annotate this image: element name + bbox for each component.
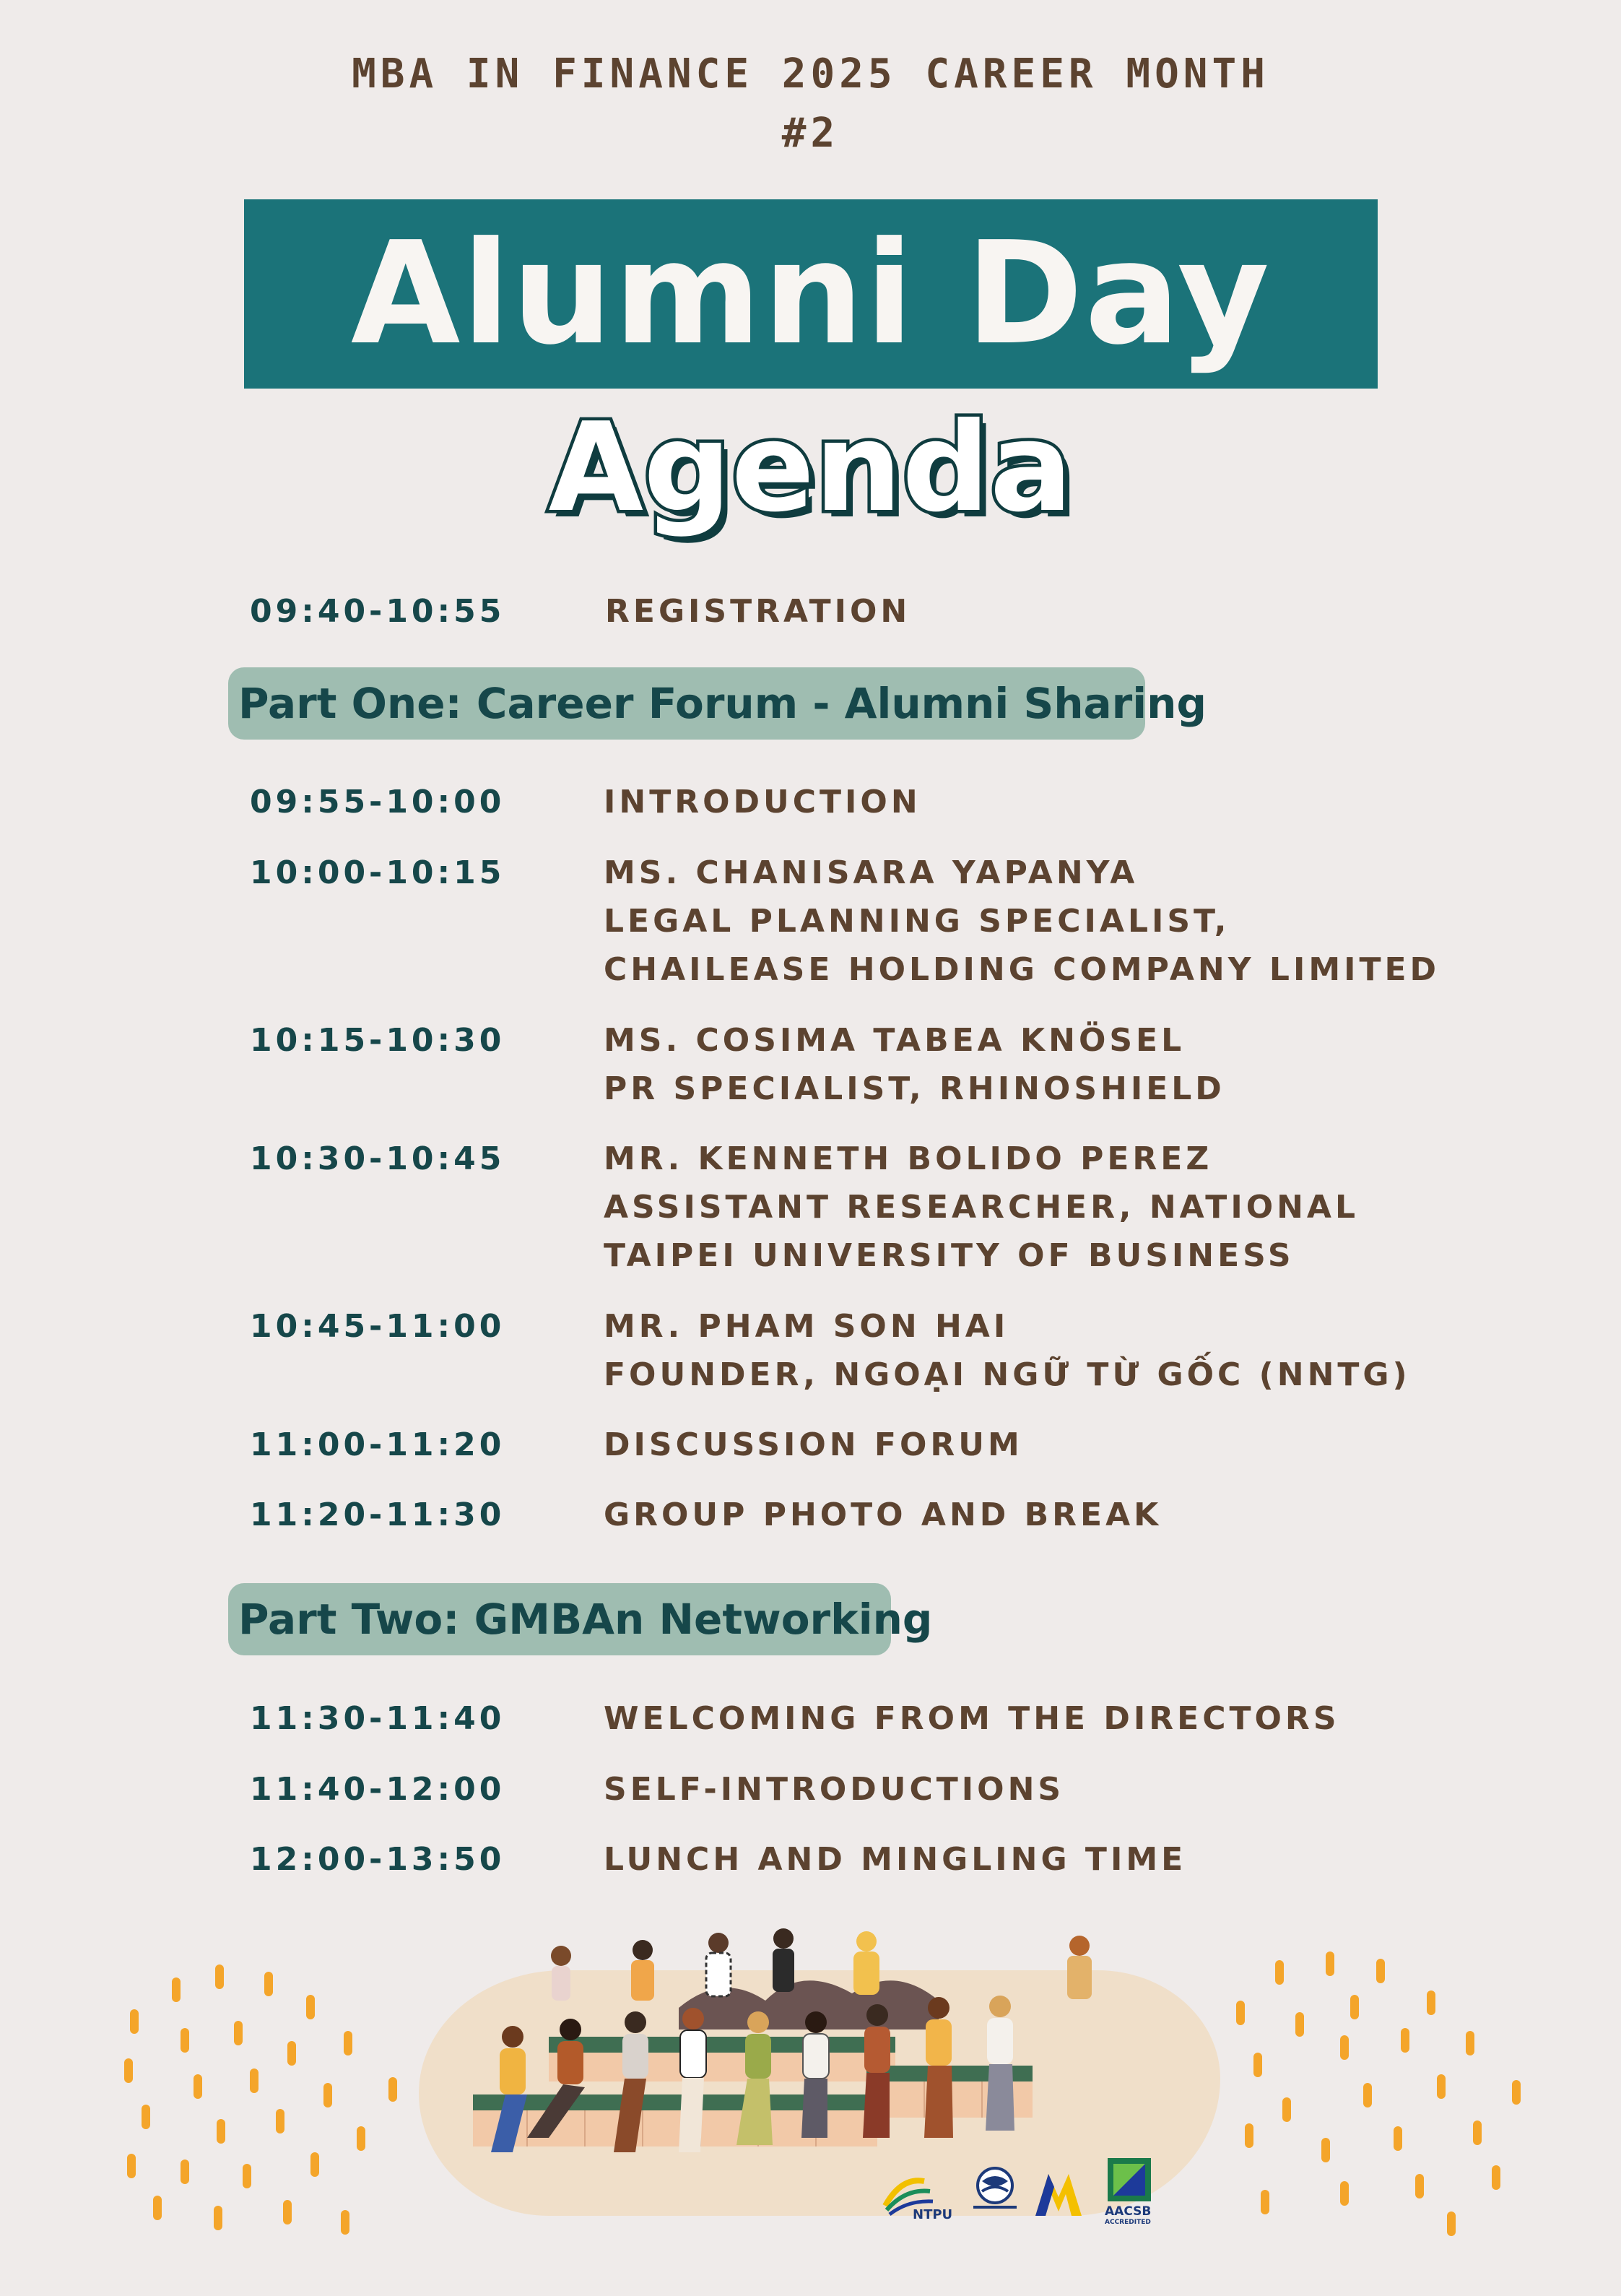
agenda-desc-line: SELF-INTRODUCTIONS [604,1771,1065,1808]
dash-decoration [153,2196,162,2220]
dash-decoration [1512,2080,1521,2105]
event-title-line1: MBA IN FINANCE 2025 CAREER MONTH [352,51,1269,98]
agenda-desc-line: MS. CHANISARA YAPANYA [604,854,1139,891]
dash-decoration [243,2164,251,2188]
agenda-desc-line: TAIPEI UNIVERSITY OF BUSINESS [604,1237,1295,1274]
agenda-time: 10:30-10:45 [250,1140,505,1177]
dash-decoration [264,1972,273,1996]
agenda-time: 10:45-11:00 [250,1308,505,1345]
dash-decoration [344,2031,352,2055]
dash-decoration [1282,2097,1291,2122]
dash-decoration [1340,2181,1349,2206]
dash-decoration [217,2119,225,2144]
aacsb-accredited-text: ACCREDITED [1105,2219,1151,2226]
agenda-time: 11:00-11:20 [250,1426,505,1463]
agenda-time: 09:55-10:00 [250,784,505,820]
dash-decoration [1261,2190,1269,2214]
agenda-desc-line: MR. PHAM SON HAI [604,1308,1009,1345]
dash-decoration [250,2068,258,2093]
alumni-day-banner [244,199,1378,389]
agenda-desc-line: GROUP PHOTO AND BREAK [604,1496,1162,1533]
dash-decoration [181,2028,189,2053]
agenda-desc-line: DISCUSSION FORUM [604,1426,1023,1463]
dash-decoration [1275,1960,1284,1985]
dash-decoration [194,2074,202,2099]
people-group-illustration [462,1921,1184,2181]
agenda-desc-line: MR. KENNETH BOLIDO PEREZ [604,1140,1213,1177]
dash-decoration [1492,2165,1500,2190]
dash-decoration [310,2152,319,2177]
agenda-desc-line: PR SPECIALIST, RHINOSHIELD [604,1070,1225,1107]
dash-decoration [287,2041,296,2066]
dash-decoration [1427,1990,1435,2015]
dash-decoration [127,2154,136,2178]
college-emblem-icon [966,2164,1024,2214]
dash-decoration [1295,2012,1304,2037]
dash-decoration [1401,2028,1409,2053]
agenda-time: 12:00-13:50 [250,1841,505,1878]
banner-title: Alumni Day [350,212,1272,376]
dash-decoration [1447,2211,1456,2236]
dash-decoration [276,2109,284,2133]
agenda-time: 11:30-11:40 [250,1700,505,1737]
agenda-time: 10:15-10:30 [250,1022,505,1059]
dash-decoration [1245,2123,1253,2148]
dash-decoration [1415,2174,1424,2198]
dash-decoration [1236,2001,1245,2025]
dash-decoration [124,2058,133,2083]
agenda-desc-line: LUNCH AND MINGLING TIME [604,1841,1187,1878]
aacsb-logo-icon [1106,2157,1152,2203]
dash-decoration [1437,2074,1446,2099]
dash-decoration [306,1995,315,2019]
agenda-desc: REGISTRATION [605,593,911,630]
dash-decoration [214,2206,222,2230]
dash-decoration [172,1977,181,2002]
dash-decoration [1350,1995,1359,2019]
ntpu-logo-text: NTPU [913,2207,953,2222]
agenda-desc-line: MS. COSIMA TABEA KNÖSEL [604,1022,1186,1059]
dash-decoration [1253,2053,1262,2077]
event-title-line2: #2 [781,110,840,157]
dash-decoration [357,2126,365,2151]
event-title [0,45,1621,163]
part-two-heading: Part Two: GMBAn Networking [228,1583,891,1655]
agenda-desc-line: ASSISTANT RESEARCHER, NATIONAL [604,1189,1360,1226]
dash-decoration [341,2210,349,2235]
agenda-heading: Agenda [548,397,1073,540]
agenda-desc-line: CHAILEASE HOLDING COMPANY LIMITED [604,951,1440,988]
dash-decoration [1466,2031,1474,2055]
dash-decoration [323,2083,332,2107]
dash-decoration [1473,2120,1482,2145]
dash-decoration [181,2159,189,2184]
agenda-time: 11:40-12:00 [250,1771,505,1808]
dash-decoration [142,2105,150,2129]
agenda-desc-line: LEGAL PLANNING SPECIALIST, [604,903,1230,940]
m-logo-icon [1033,2168,1085,2219]
agenda-desc-line: FOUNDER, NGOẠI NGỮ TỪ GỐC (NNTG) [604,1356,1411,1393]
agenda-time: 09:40-10:55 [250,593,505,630]
agenda-time: 10:00-10:15 [250,854,505,891]
dash-decoration [1326,1951,1334,1976]
agenda-desc-line: WELCOMING FROM THE DIRECTORS [604,1700,1340,1737]
dash-decoration [1363,2083,1372,2107]
dash-decoration [1340,2035,1349,2060]
dash-decoration [234,2021,243,2045]
dash-decoration [1394,2126,1402,2151]
dash-decoration [1376,1959,1385,1983]
dash-decoration [215,1964,224,1989]
agenda-desc-line: INTRODUCTION [604,784,921,820]
part-one-heading: Part One: Career Forum - Alumni Sharing [228,667,1145,740]
dash-decoration [283,2200,292,2224]
aacsb-logo-text: AACSB [1105,2204,1152,2219]
agenda-time: 11:20-11:30 [250,1496,505,1533]
dash-decoration [1321,2138,1330,2162]
dash-decoration [388,2077,397,2102]
dash-decoration [130,2009,139,2034]
